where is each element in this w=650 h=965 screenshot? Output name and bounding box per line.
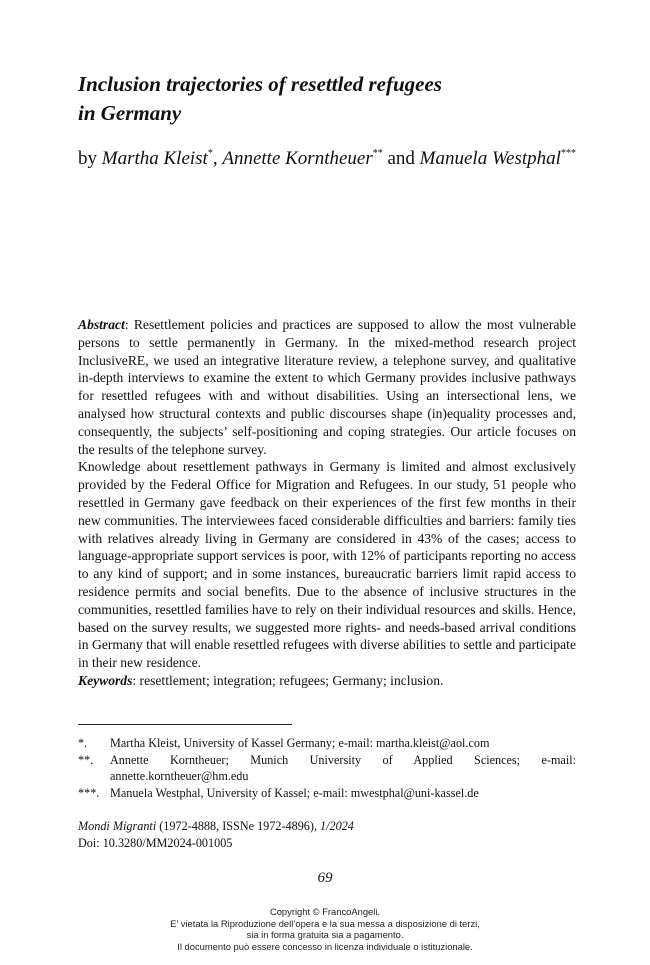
author-korntheuer: Annette Korntheuer bbox=[222, 148, 373, 169]
footnote-text: Manuela Westphal, University of Kassel; e-mail: mwestphal@uni-kassel.de bbox=[110, 785, 479, 800]
journal-issue: 1/2024 bbox=[320, 819, 354, 833]
author-kleist: Martha Kleist bbox=[101, 148, 208, 169]
author-westphal: Manuela Westphal bbox=[419, 148, 561, 169]
footnote-3 bbox=[78, 785, 576, 802]
footnotes bbox=[78, 735, 576, 801]
author-byline bbox=[78, 145, 578, 172]
journal-citation bbox=[78, 818, 576, 851]
footnote-divider bbox=[78, 724, 292, 725]
title-line-2: in Germany bbox=[78, 101, 182, 125]
copyright-line-4: Il documento può essere concesso in licenza individuale o istituzionale. bbox=[177, 940, 473, 952]
footnote-1 bbox=[78, 735, 576, 752]
keywords-label: Keywords bbox=[78, 672, 133, 688]
footnote-text: Martha Kleist, University of Kassel Germany; e-mail: martha.kleist@aol.com bbox=[110, 736, 490, 750]
copyright-notice bbox=[0, 906, 650, 952]
footnote-mark: ***. bbox=[78, 785, 100, 800]
author-mark-1: * bbox=[207, 148, 213, 159]
abstract-paragraph-2: Knowledge about resettlement pathways in Germany is limited and almost exclusively provided by the Federal Office for Migration and Refugees. In our study, 51 people who resettled in Germany gave feedback on their experiences of the first few months in their new communities. The interviewees faced considerable difficulties and barriers: family ties with relatives already living in Germany are considered in 43% of the cases; access to language-appropriate support services is poor, with 12% of participants reporting no access to any kind of support; and in some instances, bureaucratic barriers limit rapid access to residence permits and social benefits. Due to the absence of inclusive structures in the communities, resettled families have to rely on their individual resources and skills. Hence, based on the survey results, we suggested more rights- and needs-based arrival conditions in Germany that will enable resettled refugees with diverse abilities to settle and participate in their new residence. bbox=[78, 459, 576, 671]
footnote-mark: *. bbox=[78, 736, 88, 750]
journal-info bbox=[78, 818, 576, 835]
copyright-line-1: Copyright © FrancoAngeli. bbox=[269, 906, 381, 917]
author-mark-2: ** bbox=[372, 148, 383, 159]
byline-by: by bbox=[78, 148, 102, 169]
journal-issn: (1972-4888, ISSNe 1972-4896), bbox=[156, 819, 321, 833]
title-line-1: Inclusion trajectories of resettled refugees bbox=[78, 72, 442, 96]
page-number: 69 bbox=[317, 870, 333, 886]
keywords-line bbox=[78, 672, 576, 690]
byline-and: and bbox=[382, 148, 420, 169]
journal-doi: Doi: 10.3280/MM2024-001005 bbox=[78, 835, 233, 850]
author-mark-3: *** bbox=[560, 148, 576, 159]
abstract-paragraph-1 bbox=[78, 316, 576, 458]
byline-separator: , bbox=[212, 148, 223, 169]
abstract-text-1: : Resettlement policies and practices are supposed to allow the most vulnerable persons to settle permanently in Germany. In the mixed-method research project InclusiveRE, we used an integrative literature review, a telephone survey, and qualitative in-depth interviews to examine the extent to which Germany provides inclusive pathways for resettled refugees with and without disabilities. Using an intersectional lens, we analysed how structural contexts and public discourses shape (in)equality processes and, consequently, the subjects’ self-positioning and coping strategies. Our article focuses on the results of the telephone survey. bbox=[78, 317, 576, 457]
article-title bbox=[78, 70, 578, 128]
abstract-label: Abstract bbox=[78, 317, 125, 332]
keywords-text: : resettlement; integration; refugees; Germany; inclusion. bbox=[132, 672, 444, 688]
abstract-section bbox=[78, 316, 576, 690]
copyright-line-2: E’ vietata la Riproduzione dell’opera e la sua messa a disposizione di terzi, bbox=[170, 917, 480, 929]
footnote-2 bbox=[78, 752, 576, 785]
footnote-text: Annette Korntheuer; Munich University of Applied Sciences; e-mail: annette.korntheuer@hm.edu bbox=[110, 752, 576, 783]
journal-name: Mondi Migranti bbox=[78, 819, 157, 833]
copyright-line-3: sia in forma gratuita sia a pagamento. bbox=[246, 929, 404, 941]
footnote-mark: **. bbox=[78, 752, 94, 767]
